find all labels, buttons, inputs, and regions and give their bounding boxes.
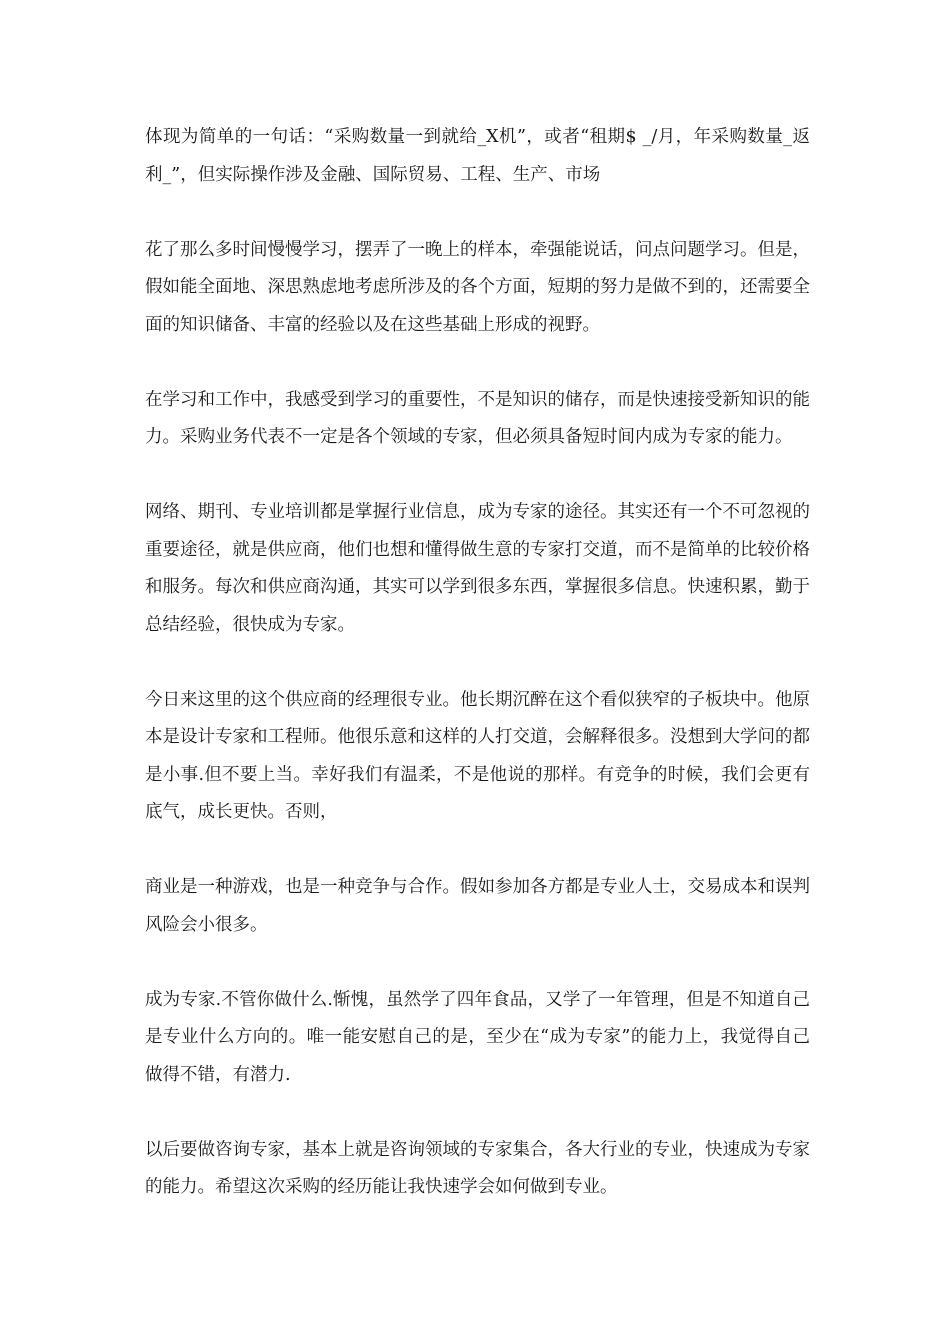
paragraph-6: 商业是一种游戏，也是一种竞争与合作。假如参加各方都是专业人士，交易成本和误判风险会小很多。 [145,877,810,935]
paragraph-8: 以后要做咨询专家，基本上就是咨询领域的专家集合，各大行业的专业，快速成为专家的能力。希望这次采购的经历能让我快速学会如何做到专业。 [145,1139,810,1197]
paragraph-1: 体现为简单的一句话：“采购数量一到就给_X机”，或者“租期$ _/月，年采购数量_返利_”，但实际操作涉及金融、国际贸易、工程、生产、市场 [145,127,810,185]
paragraph-4: 网络、期刊、专业培训都是掌握行业信息，成为专家的途径。其实还有一个不可忽视的重要途径，就是供应商，他们也想和懂得做生意的专家打交道，而不是简单的比较价格和服务。每次和供应商沟通，其实可以学到很多东西，掌握很多信息。快速积累，勤于总结经验，很快成为专家。 [145,502,810,635]
paragraph-5: 今日来这里的这个供应商的经理很专业。他长期沉醉在这个看似狭窄的子板块中。他原本是设计专家和工程师。他很乐意和这样的人打交道，会解释很多。没想到大学问的都是小事.但不要上当。幸好我们有温柔，不是他说的那样。有竞争的时候，我们会更有底气，成长更快。否则， [145,689,810,822]
paragraph-3: 在学习和工作中，我感受到学习的重要性，不是知识的储存，而是快速接受新知识的能力。采购业务代表不一定是各个领域的专家，但必须具备短时间内成为专家的能力。 [145,389,810,447]
paragraph-7: 成为专家.不管你做什么.惭愧，虽然学了四年食品，又学了一年管理，但是不知道自己是专业什么方向的。唯一能安慰自己的是，至少在“成为专家”的能力上，我觉得自己做得不错，有潜力. [145,989,810,1085]
document-body [145,119,810,1207]
paragraph-2: 花了那么多时间慢慢学习，摆弄了一晚上的样本，牵强能说话，问点问题学习。但是，假如能全面地、深思熟虑地考虑所涉及的各个方面，短期的努力是做不到的，还需要全面的知识储备、丰富的经验以及在这些基础上形成的视野。 [145,239,810,335]
